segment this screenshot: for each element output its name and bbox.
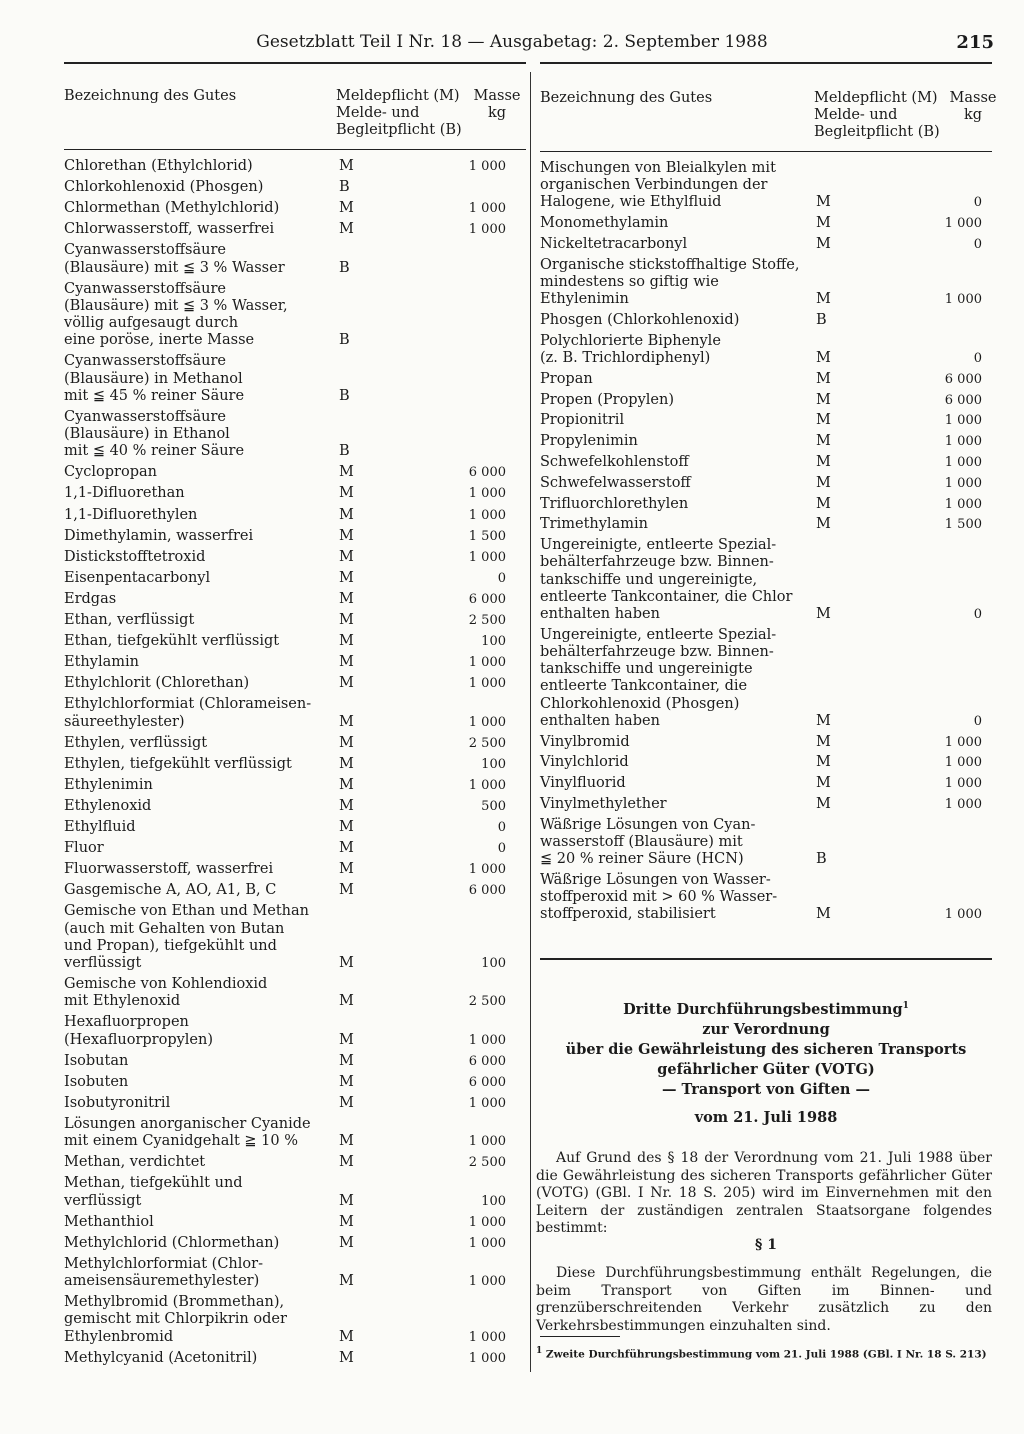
substance-name: Gemische von Kohlendioxid mit Ethylenoxid — [64, 976, 268, 1010]
substance-name: Ethylchlorformiat (Chlorameisen- säureethylester) — [64, 696, 312, 730]
obligation-code: M — [816, 291, 831, 308]
substance-name: 1,1-Difluorethylen — [64, 506, 198, 523]
obligation-code: M — [339, 485, 354, 502]
mass-kg: 100 — [481, 956, 506, 972]
substance-name: Ethylen, tiefgekühlt verflüssigt — [64, 755, 292, 772]
right-table — [540, 84, 997, 924]
mass-kg: 1 000 — [468, 507, 506, 523]
substance-name: Propionitril — [540, 412, 625, 429]
substance-name: Cyanwasserstoffsäure (Blausäure) in Methanol mit ≦ 45 % reiner Säure — [64, 353, 245, 404]
obligation-code: M — [816, 215, 831, 232]
table-row — [64, 464, 526, 481]
substance-name: Cyanwasserstoffsäure (Blausäure) in Ethanol mit ≦ 40 % reiner Säure — [64, 408, 245, 460]
substance-name: Monomethylamin — [540, 215, 669, 232]
mass-kg: 1 000 — [944, 776, 982, 792]
mass-kg: 6 000 — [468, 1074, 506, 1090]
mass-kg: 6 000 — [944, 392, 982, 408]
obligation-code: M — [816, 474, 831, 491]
mass-kg: 1 000 — [468, 1274, 506, 1290]
table-row — [64, 570, 526, 587]
obligation-code: M — [339, 612, 354, 629]
substance-name: Methanthiol — [64, 1213, 154, 1230]
mass-kg: 0 — [497, 570, 506, 586]
obligation-code: M — [339, 819, 354, 836]
table-row — [540, 627, 992, 730]
table-row — [540, 257, 992, 309]
mass-kg: 1 000 — [944, 292, 982, 308]
substance-name: 1,1-Difluorethan — [64, 485, 185, 502]
obligation-code: M — [339, 527, 354, 544]
table-row — [540, 236, 992, 253]
substance-name: Methylcyanid (Acetonitril) — [64, 1349, 258, 1366]
substance-name: Chlorethan (Ethylchlorid) — [64, 158, 253, 174]
substance-name: Methylbromid (Brommethan), gemischt mit Chlorpikrin oder Ethylenbromid — [64, 1294, 287, 1345]
substance-name: Ethan, tiefgekühlt verflüssigt — [64, 633, 280, 650]
table-body — [64, 158, 526, 1367]
substance-name: Distickstofftetroxid — [64, 548, 206, 565]
substance-name: Isobutan — [64, 1052, 129, 1069]
table-row — [540, 312, 992, 329]
table-row — [64, 1214, 526, 1231]
preamble: Auf Grund des § 18 der Verordnung vom 21. Juli 1988 über die Gewährleistung des sicheren Transports gefährlicher Güter (VOTG) (GBl. I Nr. 18 S. 205) wird im Einvernehmen mit den Leitern der zuständigen zentralen Staatsorgane folgendes bestimmt: — [536, 1150, 992, 1236]
table-row — [540, 454, 992, 471]
mass-kg: 1 000 — [468, 222, 506, 238]
mass-kg: 1 000 — [468, 777, 506, 793]
mass-kg: 6 000 — [468, 1053, 506, 1069]
substance-name: Schwefelkohlenstoff — [540, 453, 689, 470]
header-rule — [540, 151, 992, 152]
table-row — [540, 537, 992, 623]
table-row — [540, 433, 992, 450]
header-rule-left — [64, 62, 526, 64]
table-row — [64, 696, 526, 730]
substance-name: Chlorkohlenoxid (Phosgen) — [64, 179, 264, 196]
mass-kg: 1 000 — [468, 1350, 506, 1366]
mass-kg: 6 000 — [944, 371, 982, 387]
substance-name: Chlorwasserstoff, wasserfrei — [64, 221, 275, 238]
table-row — [64, 840, 526, 857]
table-row — [64, 612, 526, 629]
obligation-code: B — [339, 179, 350, 196]
table-row — [540, 817, 992, 869]
obligation-code: M — [339, 548, 354, 565]
table-row — [64, 903, 526, 972]
obligation-code: M — [339, 955, 354, 972]
obligation-code: M — [816, 495, 831, 512]
obligation-code: M — [339, 861, 354, 878]
substance-name: Propen (Propylen) — [540, 391, 674, 408]
decree-line-4: gefährlicher Güter (VOTG) — [657, 1060, 875, 1078]
mass-kg: 1 000 — [944, 496, 982, 512]
substance-name: Ethylenoxid — [64, 797, 152, 814]
mass-kg: 6 000 — [468, 591, 506, 607]
obligation-code: M — [339, 993, 354, 1010]
substance-name: Ungereinigte, entleerte Spezial- behälterfahrzeuge bzw. Binnen- tankschiffe und ungereinigte entleerte Tankcontainer, die Chlorkohlenoxid (Phosgen) enthalten haben — [540, 626, 777, 729]
left-table — [64, 82, 526, 1367]
obligation-code: M — [339, 464, 354, 481]
table-row — [540, 475, 992, 492]
footnote-mark: 1 — [536, 1346, 543, 1356]
mass-kg: 1 000 — [468, 549, 506, 565]
obligation-code: M — [816, 775, 831, 792]
mass-kg: 2 500 — [468, 613, 506, 629]
page-header — [0, 32, 1024, 58]
table-row — [540, 516, 992, 533]
substance-name: Propylenimin — [540, 433, 638, 450]
table-row — [64, 1053, 526, 1070]
table-row — [64, 1294, 526, 1346]
mass-kg: 1 000 — [468, 1134, 506, 1150]
table-row — [64, 633, 526, 650]
substance-name: Cyanwasserstoffsäure (Blausäure) mit ≦ 3 % Wasser, völlig aufgesaugt durch eine poröse, inerte Masse — [64, 280, 288, 349]
obligation-code: M — [339, 506, 354, 523]
obligation-code: M — [339, 1234, 354, 1251]
substance-name: Cyclopropan — [64, 464, 157, 481]
obligation-code: M — [816, 605, 831, 622]
substance-name: Vinylbromid — [540, 733, 630, 750]
table-body — [540, 160, 992, 924]
table-row — [64, 1095, 526, 1112]
decree-title — [540, 996, 992, 1128]
decree-date: vom 21. Juli 1988 — [694, 1108, 838, 1126]
obligation-code: B — [339, 332, 350, 349]
table-row — [64, 200, 526, 217]
obligation-code: M — [339, 882, 354, 899]
substance-name: Trimethylamin — [540, 516, 648, 533]
substance-name: Ethylfluid — [64, 819, 136, 836]
mass-kg: 0 — [973, 237, 982, 252]
table-row — [540, 215, 992, 232]
obligation-code: M — [339, 654, 354, 671]
mass-kg: 1 000 — [944, 755, 982, 771]
substance-name: Methan, tiefgekühlt und verflüssigt — [64, 1175, 243, 1209]
table-row — [64, 819, 526, 836]
substance-name: Lösungen anorganischer Cyanide mit einem Cyanidgehalt ≧ 10 % — [64, 1116, 311, 1150]
substance-name: Isobutyronitril — [64, 1094, 171, 1111]
col-header-name: Bezeichnung des Gutes — [64, 88, 237, 104]
substance-name: Wäßrige Lösungen von Cyan- wasserstoff (Blausäure) mit ≦ 20 % reiner Säure (HCN) — [540, 816, 756, 868]
substance-name: Chlormethan (Methylchlorid) — [64, 200, 280, 217]
mass-kg: 1 000 — [944, 796, 982, 812]
obligation-code: M — [339, 797, 354, 814]
footnote-ref: 1 — [902, 1001, 909, 1011]
table-row — [64, 976, 526, 1010]
table-row — [64, 735, 526, 752]
table-row — [64, 485, 526, 502]
table-row — [540, 734, 992, 751]
substance-name: Ethylchlorit (Chlorethan) — [64, 675, 250, 692]
col-header-masse: Masse kg — [473, 88, 521, 121]
col-header-meldepflicht: Meldepflicht (M) Melde- und Begleitpflicht (B) — [336, 88, 462, 138]
table-row — [64, 1350, 526, 1367]
substance-name: Gasgemische A, AO, A1, B, C — [64, 882, 277, 899]
table-row — [64, 221, 526, 238]
section-label: § 1 — [755, 1237, 777, 1253]
table-row — [64, 654, 526, 671]
table-row — [64, 353, 526, 405]
table-row — [540, 371, 992, 388]
table-row — [64, 882, 526, 899]
table-row — [64, 1256, 526, 1290]
obligation-code: M — [339, 1349, 354, 1366]
mass-kg: 100 — [481, 756, 506, 772]
table-header — [64, 82, 526, 150]
obligation-code: M — [339, 633, 354, 650]
table-row — [540, 392, 992, 409]
mass-kg: 1 000 — [468, 1032, 506, 1048]
substance-name: Vinylmethylether — [540, 795, 667, 812]
footnote-text: Zweite Durchführungsbestimmung vom 21. Juli 1988 (GBl. I Nr. 18 S. 213) — [545, 1348, 987, 1361]
substance-name: Ethylamin — [64, 654, 139, 671]
table-row — [64, 1116, 526, 1150]
table-header — [540, 84, 997, 152]
obligation-code: M — [816, 733, 831, 750]
mass-kg: 1 000 — [468, 676, 506, 692]
substance-name: Organische stickstoffhaltige Stoffe, mindestens so giftig wie Ethylenimin — [540, 256, 800, 308]
obligation-code: M — [816, 516, 831, 533]
obligation-code: M — [339, 840, 354, 857]
col-header-masse: Masse kg — [949, 90, 997, 123]
substance-name: Vinylchlorid — [540, 754, 629, 771]
col-header-meldepflicht: Meldepflicht (M) Melde- und Begleitpflicht (B) — [814, 90, 940, 140]
footnote — [536, 1344, 992, 1362]
table-row — [64, 528, 526, 545]
obligation-code: M — [816, 236, 831, 252]
table-row — [64, 675, 526, 692]
mass-kg: 2 500 — [468, 735, 506, 751]
footnote-rule — [540, 1336, 620, 1337]
mass-kg: 2 500 — [468, 1155, 506, 1171]
page-number: 215 — [956, 32, 994, 53]
mass-kg: 1 500 — [468, 528, 506, 544]
obligation-code: M — [339, 1328, 354, 1345]
mass-kg: 0 — [973, 195, 982, 211]
table-row — [64, 1175, 526, 1209]
obligation-code: M — [816, 412, 831, 429]
header-title: Gesetzblatt Teil I Nr. 18 — Ausgabetag: 2. September 1988 — [256, 32, 768, 52]
table-row — [64, 777, 526, 794]
table-row — [540, 160, 992, 212]
table-row — [64, 861, 526, 878]
obligation-code: M — [816, 433, 831, 450]
obligation-code: M — [339, 1073, 354, 1090]
table-row — [64, 409, 526, 461]
obligation-code: M — [339, 221, 354, 238]
obligation-code: M — [339, 1192, 354, 1209]
obligation-code: B — [339, 259, 350, 276]
substance-name: Eisenpentacarbonyl — [64, 569, 211, 586]
obligation-code: B — [339, 387, 350, 404]
substance-name: Nickeltetracarbonyl — [540, 236, 688, 252]
substance-name: Ethylenimin — [64, 776, 153, 793]
table-row — [64, 591, 526, 608]
obligation-code: M — [816, 391, 831, 408]
table-row — [64, 1014, 526, 1048]
mass-kg: 1 000 — [944, 475, 982, 491]
substance-name: Gemische von Ethan und Methan (auch mit Gehalten von Butan und Propan), tiefgekühlt und verflüssigt — [64, 903, 309, 972]
substance-name: Dimethylamin, wasserfrei — [64, 527, 254, 544]
substance-name: Erdgas — [64, 590, 117, 607]
obligation-code: M — [339, 158, 354, 174]
obligation-code: M — [339, 1273, 354, 1290]
mass-kg: 6 000 — [468, 883, 506, 899]
substance-name: Fluorwasserstoff, wasserfrei — [64, 861, 274, 878]
obligation-code: M — [339, 1154, 354, 1171]
table-row — [64, 798, 526, 815]
substance-name: Hexafluorpropen (Hexafluorpropylen) — [64, 1014, 214, 1048]
obligation-code: M — [816, 194, 831, 211]
substance-name: Polychlorierte Biphenyle (z. B. Trichlordiphenyl) — [540, 332, 721, 366]
substance-name: Propan — [540, 370, 593, 387]
mass-kg: 1 000 — [468, 486, 506, 502]
mass-kg: 0 — [497, 820, 506, 836]
table-row — [540, 775, 992, 792]
mass-kg: 1 000 — [468, 201, 506, 217]
substance-name: Trifluorchlorethylen — [540, 495, 689, 512]
substance-name: Ethan, verflüssigt — [64, 612, 195, 629]
obligation-code: M — [816, 350, 831, 366]
substance-name: Phosgen (Chlorkohlenoxid) — [540, 312, 740, 328]
table-row — [540, 333, 992, 367]
mass-kg: 1 000 — [468, 862, 506, 878]
obligation-code: M — [339, 734, 354, 751]
table-row — [64, 179, 526, 196]
obligation-code: M — [816, 453, 831, 470]
obligation-code: M — [816, 370, 831, 387]
mass-kg: 500 — [481, 798, 506, 814]
table-row — [64, 242, 526, 276]
table-row — [64, 549, 526, 566]
obligation-code: M — [339, 1052, 354, 1069]
decree-line-1: Dritte Durchführungsbestimmung$^1$ — [623, 1000, 909, 1018]
mass-kg: 0 — [973, 351, 982, 366]
mass-kg: 1 000 — [468, 714, 506, 730]
mass-kg: 100 — [481, 634, 506, 650]
obligation-code: B — [339, 443, 350, 460]
table-row — [540, 496, 992, 513]
table-row — [540, 754, 992, 771]
mass-kg: 0 — [497, 841, 506, 857]
column-divider — [530, 72, 531, 1372]
substance-name: Ethylen, verflüssigt — [64, 734, 208, 751]
header-rule — [64, 149, 526, 150]
obligation-code: M — [339, 776, 354, 793]
obligation-code: M — [339, 1031, 354, 1048]
table-row — [64, 507, 526, 524]
table-row — [64, 281, 526, 350]
decree-line-5: — Transport von Giften — — [661, 1080, 871, 1098]
obligation-code: M — [339, 713, 354, 730]
table-row — [540, 872, 992, 924]
decree-line-2: zur Verordnung — [702, 1020, 830, 1038]
substance-name: Wäßrige Lösungen von Wasser- stoffperoxid mit > 60 % Wasser- stoffperoxid, stabilisiert — [540, 871, 778, 923]
substance-name: Mischungen von Bleialkylen mit organischen Verbindungen der Halogene, wie Ethylfluid — [540, 160, 776, 211]
table-row — [64, 1074, 526, 1091]
table-row — [64, 1235, 526, 1252]
obligation-code: M — [339, 1094, 354, 1111]
obligation-code: M — [816, 906, 831, 923]
mass-kg: 1 000 — [468, 1329, 506, 1345]
table-row — [64, 158, 526, 175]
obligation-code: M — [339, 200, 354, 217]
obligation-code: M — [816, 754, 831, 771]
mass-kg: 2 500 — [468, 994, 506, 1010]
mass-kg: 1 000 — [944, 454, 982, 470]
mass-kg: 6 000 — [468, 465, 506, 481]
obligation-code: M — [339, 675, 354, 692]
obligation-code: M — [339, 755, 354, 772]
mass-kg: 0 — [973, 713, 982, 729]
obligation-code: M — [339, 1133, 354, 1150]
obligation-code: M — [339, 1213, 354, 1230]
obligation-code: M — [339, 569, 354, 586]
mass-kg: 1 500 — [944, 517, 982, 533]
substance-name: Fluor — [64, 840, 104, 857]
mass-kg: 1 000 — [468, 655, 506, 671]
mass-kg: 1 000 — [944, 216, 982, 232]
header-rule-right — [540, 62, 992, 64]
obligation-code: B — [816, 312, 827, 328]
mass-kg: 100 — [481, 1193, 506, 1209]
substance-name: Methylchlorid (Chlormethan) — [64, 1234, 280, 1251]
table-row — [540, 796, 992, 813]
mass-kg: 1 000 — [468, 1214, 506, 1230]
mass-kg: 1 000 — [944, 413, 982, 429]
obligation-code: M — [339, 590, 354, 607]
table-row — [64, 756, 526, 773]
substance-name: Methan, verdichtet — [64, 1154, 206, 1171]
substance-name: Cyanwasserstoffsäure (Blausäure) mit ≦ 3 % Wasser — [64, 242, 285, 276]
obligation-code: B — [816, 851, 827, 868]
substance-name: Methylchlorformiat (Chlor- ameisensäuremethylester) — [64, 1255, 263, 1290]
section-text: Diese Durchführungsbestimmung enthält Regelungen, die beim Transport von Giften im Binnen- und grenzüberschreitenden Verkehr zusätzlich zu den Verkehrsbestimmungen einzuhalten sind. — [536, 1265, 992, 1334]
table-end-rule — [540, 958, 992, 960]
substance-name: Ungereinigte, entleerte Spezial- behälterfahrzeuge bzw. Binnen- tankschiffe und ungereinigte, entleerte Tankcontainer, die Chlor enthalten haben — [540, 537, 793, 622]
mass-kg: 1 000 — [468, 1235, 506, 1251]
mass-kg: 1 000 — [944, 434, 982, 450]
table-row — [64, 1154, 526, 1171]
col-header-name: Bezeichnung des Gutes — [540, 90, 713, 106]
substance-name: Schwefelwasserstoff — [540, 474, 691, 491]
obligation-code: M — [816, 712, 831, 729]
mass-kg: 0 — [973, 606, 982, 622]
mass-kg: 1 000 — [468, 159, 506, 174]
obligation-code: M — [816, 795, 831, 812]
decree-line-3: über die Gewährleistung des sicheren Transports — [565, 1040, 967, 1058]
table-row — [540, 412, 992, 429]
mass-kg: 1 000 — [944, 734, 982, 750]
substance-name: Vinylfluorid — [540, 775, 626, 792]
mass-kg: 1 000 — [468, 1095, 506, 1111]
mass-kg: 1 000 — [944, 907, 982, 923]
substance-name: Isobuten — [64, 1073, 129, 1090]
